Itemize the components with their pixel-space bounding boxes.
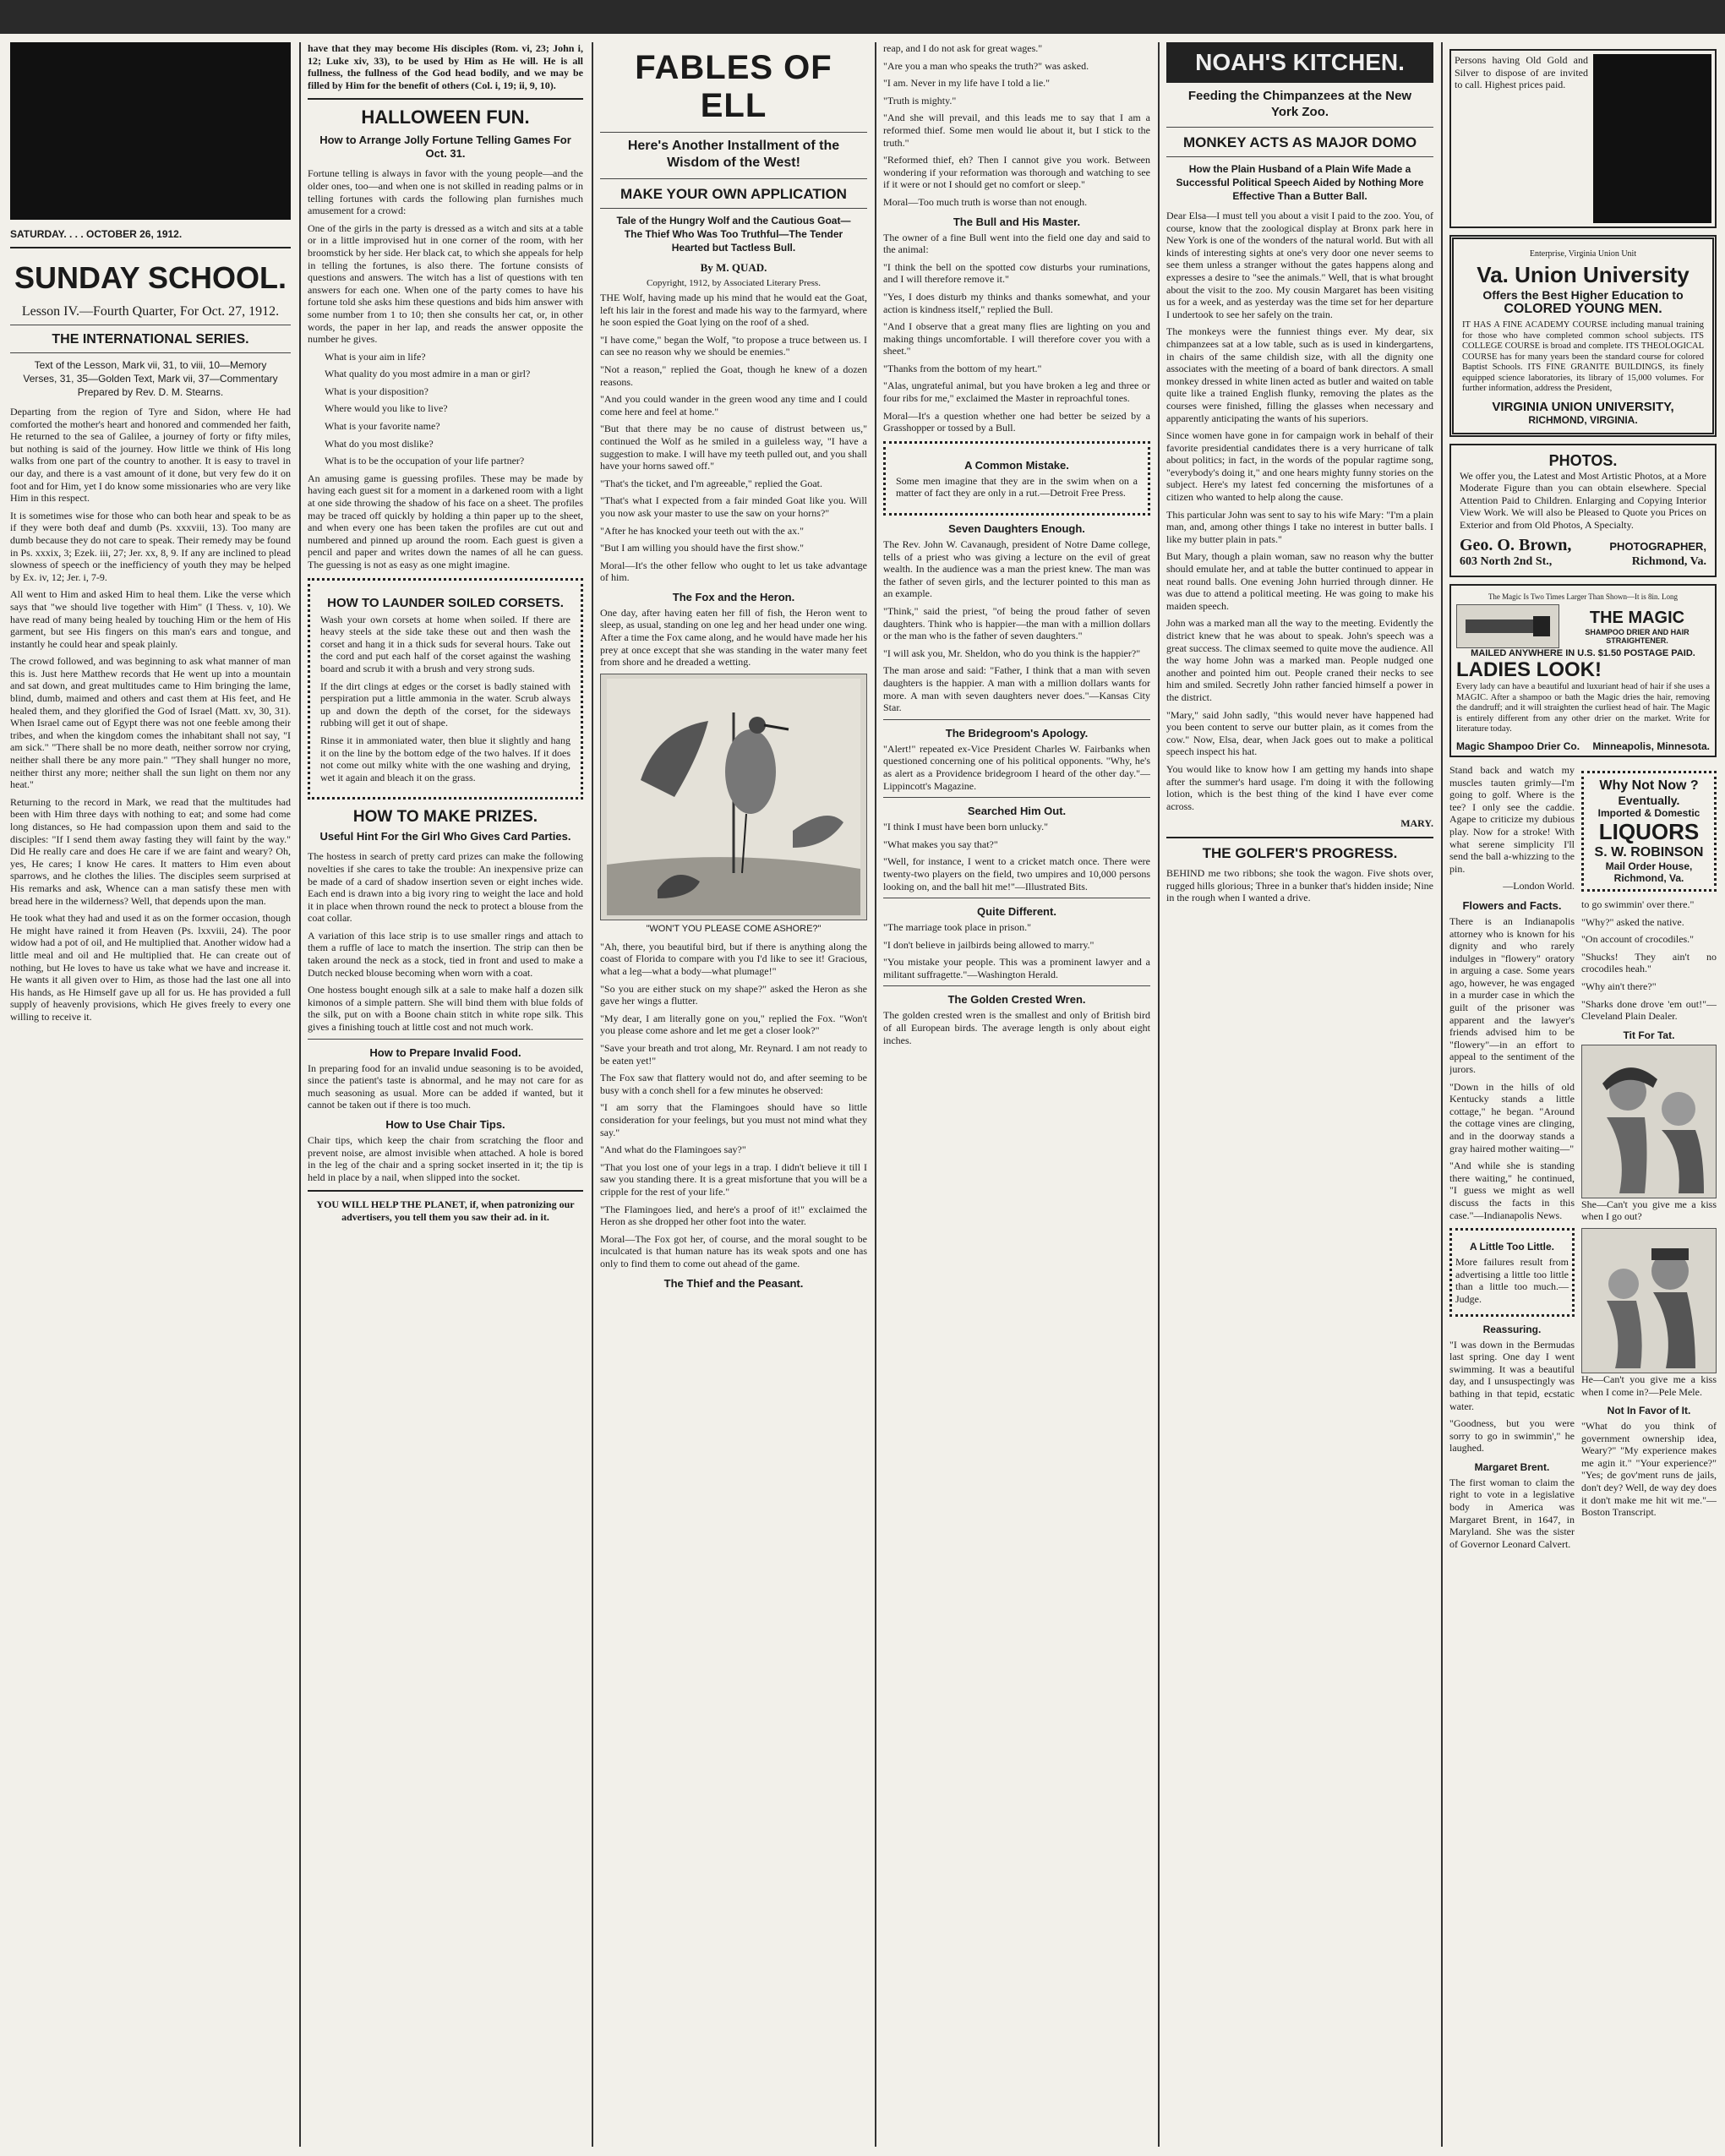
divider <box>1166 127 1433 128</box>
column-halloween <box>308 42 583 2147</box>
common-mistake-box <box>883 441 1150 516</box>
paragraph: The hostess in search of pretty card prizes can make the following novelties if she cares to take the trouble: An inexpensive prize can be made of a card of shadow insertion seven or eight inches wide. Each end is drawn into a big ivory ring to weight the lace and hold it in place when thrown round the neck to protect a blouse from the coat collar. <box>308 850 583 925</box>
column-advertisements <box>1449 42 1717 2147</box>
paragraph: "And what do the Flamingoes say?" <box>600 1143 746 1156</box>
column-fables <box>600 42 867 2147</box>
ad-offer: Offers the Best Higher Education to <box>1482 288 1684 302</box>
lesson-line: Lesson IV.—Fourth Quarter, For Oct. 27, 1912. <box>21 304 280 319</box>
paragraph: This particular John was sent to say to his wife Mary: "I'm a plain man, and, among other things I take no interest in butter balls. I like my butter plain in pats." <box>1166 508 1433 545</box>
paragraph: The owner of a fine Bull went into the field one day and said to the animal: <box>883 231 1150 256</box>
paragraph: "And while she is standing there waiting," he continued, "I guess we might as well discuss the facts in this case."—Indianapolis News. <box>1449 1160 1575 1221</box>
bridegroom-heading: The Bridegroom's Apology. <box>945 726 1089 740</box>
ad-city: Minneapolis, Minnesota. <box>1592 740 1710 752</box>
column-rule <box>1441 42 1443 2147</box>
cartoon-woman-icon <box>1586 1050 1712 1193</box>
paragraph: "Mary," said John sadly, "this would never have happened had you been content to serve our butter plain, as it comes from the cow." Now, Elsa, dear, when Jack goes out to make a political speech inspect his hat. <box>1166 708 1433 758</box>
divider <box>308 1039 583 1040</box>
paragraph: It is sometimes wise for those who can both hear and speak to be as if they were both deaf and dumb (Ps. xxxviii, 13). Too many are dumb because they do not care to speak. Their remedy may be found in Ps. xxxix, 3; Ezek. iii, 27; Jer. xx, 8, 9. If any are inclined to plead slowness of speech or the inefficiency of youth they may be helped by Ex. iv, 12; Jer. i, 7-9. <box>10 509 291 583</box>
deck: How to Arrange Jolly Fortune Telling Games For Oct. 31. <box>319 134 571 161</box>
footer-notice: YOU WILL HELP THE PLANET, if, when patronizing our advertisers, you tell them you saw their ad. in it. <box>316 1198 575 1223</box>
fox-heading: The Fox and the Heron. <box>672 590 795 603</box>
paragraph: The Rev. John W. Cavanaugh, president of Notre Dame college, tells of a priest who was giving a lecture on the evil of great wealth. In the audience was a man the priest knew. The man was the father of seven girls, and the lecturer pointed to this man as an example. <box>883 538 1150 600</box>
divider <box>1166 837 1433 838</box>
paragraph: "But I am willing you should have the first show." <box>600 542 804 554</box>
little-too-little-box <box>1449 1228 1575 1316</box>
photographer-role: PHOTOGRAPHER, <box>1609 540 1706 554</box>
paragraph: John was a marked man all the way to the meeting. Evidently the district knew that he was about to speak. John's speech was a great success. The climax seemed to quite move the audience. All the way home John was a marked man. People nudged one another and pointed him out. People craned their necks to see him and smiled. Secretly John rather fancied himself a power in the district. <box>1166 617 1433 703</box>
paragraph: "I will ask you, Mr. Sheldon, who do you think is the happier?" <box>883 647 1141 659</box>
paragraph: "Alert!" repeated ex-Vice President Charles W. Fairbanks when questioned concerning one of his political opponents. "Why, he's as alert as a Providence bridegroom I heard of the other day."—Lippincott's Magazine. <box>883 742 1150 792</box>
paragraph: The man arose and said: "Father, I think that a man with seven daughters is the happier. A man with a million dollars wants for more. A man with seven daughters never does."—Kansas City Star. <box>883 664 1150 714</box>
photographer-city: Richmond, Va. <box>1631 555 1706 569</box>
headline-kitchen: NOAH'S KITCHEN. <box>1195 49 1405 75</box>
paragraph: Some men imagine that they are in the swim when on a matter of fact they are only in a rut.—Detroit Free Press. <box>896 474 1138 499</box>
ad-why: Why Not Now ? <box>1599 778 1699 793</box>
deck: How the Plain Husband of a Plain Wife Made a Successful Political Speech Aided by Nothing More Effective Than a Butter Ball. <box>1176 163 1424 202</box>
paragraph: One hostess bought enough silk at a sale to make half a dozen silk kimonos of a simple pattern. She will bind them with blue folds of the silk, put on with a Boone chain stitch in white rope silk. This gives a finishing touch at little cost and not much work. <box>308 984 583 1034</box>
paragraph: "Well, for instance, I went to a cricket match once. There were twenty-two players on the field, two umpires and 10,000 persons looking on, and the ball hit me!"—Illustrated Bits. <box>883 855 1150 892</box>
paragraph: "Ah, there, you beautiful bird, but if there is anything along the coast of Florida to compare with you I'd like to see it! Gracious, what a leg—what a body—what plumage!" <box>600 940 867 978</box>
copyright: Copyright, 1912, by Associated Literary Press. <box>647 278 821 288</box>
paragraph: "The marriage took place in prison." <box>883 921 1032 934</box>
paragraph: The golden crested wren is the smallest and only of British bird of all European birds. The average length is only about eight inches. <box>883 1009 1150 1046</box>
paragraph: Moral—It's a question whether one had better be seized by a Grasshopper or tossed by a Bull. <box>883 409 1150 434</box>
paragraph: reap, and I do not ask for great wages." <box>883 42 1043 54</box>
tale-deck: Tale of the Hungry Wolf and the Cautious Goat—The Thief Who Was Too Truthful—The Tender Hearted but Tactless Bull. <box>616 215 851 254</box>
illustration-caption: "WON'T YOU PLEASE COME ASHORE?" <box>646 923 822 934</box>
paragraph: "What makes you say that?" <box>883 838 998 850</box>
paragraph: Fortune telling is always in favor with the young people—and the older ones, too—and when one is not skilled in reading palms or in telling fortunes with cards the following plan furnishes much amusement for a crowd: <box>308 167 583 217</box>
ad-company: Magic Shampoo Drier Co. <box>1456 740 1580 752</box>
headline-banner <box>1166 42 1433 83</box>
paragraph: One of the girls in the party is dressed as a witch and sits at a table or in a little improvised hut in one corner of the room, with her broomstick by her side. Her black cat, to which she appeals for help in telling the fortunes, is also there. The fortune consists of questions and answers. The witch has a list of questions with ten answers for each one. When one of the party comes to have his fortune told she asks him these questions and bids him answer with some number from 1 to 10; then she consults her cat, or, in other words, the paper in her lap, and reads the answer opposite the number he gives. <box>308 221 583 346</box>
paragraph: "Save your breath and trot along, Mr. Reynard. I am not ready to be eaten yet!" <box>600 1042 867 1067</box>
favor-heading: Not In Favor of It. <box>1607 1405 1691 1417</box>
chair-heading: How to Use Chair Tips. <box>385 1118 505 1131</box>
paragraph: "Yes, I does disturb my thinks and thanks somewhat, and your action is kindness itself," replied the Bull. <box>883 290 1150 315</box>
column-rule <box>1158 42 1160 2147</box>
paragraph: to go swimmin' over there." <box>1581 898 1695 910</box>
mistake-heading: A Common Mistake. <box>964 458 1069 472</box>
left-subcolumn <box>1449 764 1575 1555</box>
ad-body: IT HAS A FINE ACADEMY COURSE including manual training for those who have completed common school subjects. ITS COLLEGE COURSE is broad and complete. ITS THEOLOGICAL COURSE has for many years been the standard course for colored Baptist Schools. ITS FINE GRANITE BUILDINGS, its finely equipped science laboratories, its library of 15,000 volumes. For further information, address the President, <box>1462 320 1704 393</box>
paragraph: "Goodness, but you were sorry to go in swimmin'," he laughed. <box>1449 1417 1575 1455</box>
ad-text: Persons having Old Gold and Silver to dispose of are invited to call. Highest prices paid. <box>1455 54 1588 91</box>
paragraph: "On account of crocodiles." <box>1581 933 1695 946</box>
question: What is your disposition? <box>325 385 429 397</box>
poem-source: —London World. <box>1503 880 1575 892</box>
paragraph: More failures result from advertising a little too little than a little too much.—Judge. <box>1455 1256 1569 1305</box>
ad-subtitle: SHAMPOO DRIER AND HAIR STRAIGHTENER. <box>1585 627 1690 645</box>
paragraph: All went to Him and asked Him to heal them. Like the verse which says that "we should live together with Him" (I Thess. v, 10). We have read of many being healed by touching Him or the hem of His garment, but see His fingers on this man's ears and tongue, and instantly he could hear and speak plainly. <box>10 588 291 650</box>
paragraph: "I have come," began the Wolf, "to propose a truce between us. I can see no reason why we should be enemies." <box>600 333 867 358</box>
deck: Feeding the Chimpanzees at the New York Zoo. <box>1187 89 1412 119</box>
photographer-address: 603 North 2nd St., <box>1460 555 1553 569</box>
byline: By M. QUAD. <box>700 261 767 274</box>
paragraph: "After he has knocked your teeth out with the ax." <box>600 524 805 537</box>
paragraph: "Not a reason," replied the Goat, though he knew of a dozen reasons. <box>600 363 867 388</box>
ad-city: Richmond, Va. <box>1613 871 1684 884</box>
paragraph: have that they may become His disciples (Rom. vi, 23; John i, 12; Luke xiv, 33), to be used by Him as He will. He is all fullness, the fullness of the God head bodily, and we may be filled by Him for the benefit of others (Col. i, 19; ii, 9, 10). <box>308 42 583 91</box>
paragraph: "Sharks done drove 'em out!"—Cleveland Plain Dealer. <box>1581 997 1717 1023</box>
paragraph: "And you could wander in the green wood any time and I could come here and feel at home." <box>600 393 867 418</box>
paragraph: "I think the bell on the spotted cow disturbs your ruminations, and I will therefore remove it." <box>883 260 1150 286</box>
paragraph: Chair tips, which keep the chair from scratching the floor and prevent noise, are almost invisible when attached. A hole is bored in the leg of the chair and a spring socket inserted in it; the tip is held in place by a nail, when slipped into the socket. <box>308 1134 583 1183</box>
ad-name: VIRGINIA UNION UNIVERSITY, <box>1492 399 1674 414</box>
paragraph: "And I observe that a great many flies are lighting on you and making things uncomfortable. I will therefore cover you with a sheet." <box>883 320 1150 358</box>
divider <box>308 1190 583 1192</box>
bull-heading: The Bull and His Master. <box>953 215 1081 228</box>
right-subcolumn <box>1581 764 1717 1555</box>
headline-sunday-school: SUNDAY SCHOOL. <box>14 260 287 295</box>
paragraph: "I think I must have been born unlucky." <box>883 821 1048 833</box>
searched-heading: Searched Him Out. <box>967 805 1067 818</box>
paragraph: "But that there may be no cause of distrust between us," continued the Wolf as he smiled in a guileless way, "I have a suggestion to make. I will have my teeth pulled out, and you shall have your horns sawed off." <box>600 423 867 472</box>
ad-ladies: LADIES LOOK! <box>1456 658 1602 682</box>
paragraph: "That you lost one of your legs in a trap. I didn't believe it till I saw you standing there. It is a great misfortune that you will be a cripple for the rest of your life." <box>600 1160 867 1198</box>
paragraph: Wash your own corsets at home when soiled. If there are heavy steels at the side take these out and then wash the corset and hang it in a thick suds for several hours. Take out the cord and put each half of the corset against the washing board and scrub it with a brush and very strong suds. <box>320 613 570 674</box>
paragraph: "I am sorry that the Flamingoes should have so little consideration for your feelings, but you must not mind what they say." <box>600 1101 867 1138</box>
divider <box>1166 156 1433 157</box>
divider <box>883 985 1150 986</box>
paragraph: "That's the ticket, and I'm agreeable," replied the Goat. <box>600 477 823 489</box>
paragraph: She—Can't you give me a kiss when I go out? <box>1581 1198 1717 1223</box>
paragraph: "Why?" asked the native. <box>1581 915 1684 928</box>
column-sunday-school <box>10 42 291 2147</box>
paragraph: "I am. Never in my life have I told a lie." <box>883 77 1051 90</box>
ad-body: We offer you, the Latest and Most Artistic Photos, at a More Moderate Figure than you can obtain elsewhere. Special Attention Paid to Children. Enlarging and Copying Interior View Work. We will also be Pleased to Quote you Prices on Exterior and from Old Photos, A Specialty. <box>1460 469 1706 531</box>
thief-heading: The Thief and the Peasant. <box>663 1276 804 1290</box>
paragraph: You would like to know how I am getting my hands into shape after the summer's hard usage. I'm doing it with the following lotion, which is the best thing of the kind I have ever come across. <box>1166 762 1433 812</box>
deck: Here's Another Installment of the Wisdom of the West! <box>627 139 840 170</box>
divider <box>600 208 867 209</box>
paragraph: "That's what I expected from a fair minded Goat like you. Will you now ask your master to use the saw on your horns?" <box>600 494 867 519</box>
ad-eventually: Eventually. <box>1618 793 1680 807</box>
paragraph: The crowd followed, and was beginning to ask what manner of man this is. Just here Matthew records that He went up into a mountain and sat down, and great multitudes came to Him bringing the lame, blind, dumb, maimed and others and cast them at His feet, and He healed them, and they glorified the God of Israel (Matt. xv, 30, 31). When Israel came out of Egypt there was not one feeble among their tribes, and when the kingdom comes the inhabitant shall not say, "I am sick." "There shall be no more death, neither sorrow nor crying, neither shall there be any more pain." "They shall hunger no more, neither thirst any more; neither shall the sun light on them nor any heat." <box>10 655 291 791</box>
magic-shampoo-ad <box>1449 584 1717 757</box>
paragraph: THE Wolf, having made up his mind that he would eat the Goat, left his lair in the forest and made his way to the farmyard, where he soon espied the Goat lying on the roof of a shed. <box>600 292 867 329</box>
cartoon-man-icon <box>1586 1233 1712 1368</box>
paragraph: Rinse it in ammoniated water, then blue it slightly and hang it on the line by the bottom edge of the two halves. If it does not come out milky white with the one washing and drying, wet it again and bleach it on the grass. <box>320 734 570 783</box>
deck: Useful Hint For the Girl Who Gives Card Parties. <box>319 830 571 843</box>
divider <box>10 352 291 353</box>
question: What is your aim in life? <box>325 350 426 363</box>
ad-name: S. W. ROBINSON <box>1594 844 1704 860</box>
headline-prizes: HOW TO MAKE PRIZES. <box>352 808 538 827</box>
paragraph: Since women have gone in for campaign work in behalf of their favorite presidential candidates there is a very hurricane of talk about politics; in fact, in the words of the popular ragtime song, "everybody's doing it," and one hears mighty funny stories on the subject. Here's my latest fed concerning the misfortunes of a citizen who wanted to help along the cause. <box>1166 429 1433 504</box>
seven-heading: Seven Daughters Enough. <box>948 522 1085 536</box>
wren-heading: The Golden Crested Wren. <box>947 993 1086 1007</box>
ad-audience: COLORED YOUNG MEN. <box>1504 302 1662 316</box>
paragraph: "Are you a man who speaks the truth?" was asked. <box>883 59 1089 72</box>
gold-silver-ad <box>1449 49 1717 228</box>
paragraph: A variation of this lace strip is to use smaller rings and attach to them a ruffle of lace to match the insertion. The strip can then be taken around the neck as a stock, tied in front and used to make a Dutch necked blouse becoming when worn with a coat. <box>308 929 583 979</box>
headline-golfer: THE GOLFER'S PROGRESS. <box>1202 844 1398 861</box>
question: What is your favorite name? <box>325 420 440 433</box>
ad-title: Va. Union University <box>1477 262 1690 287</box>
photographer-name: Geo. O. Brown, <box>1460 536 1572 555</box>
ad-small-line: Enterprise, Virginia Union Unit <box>1529 249 1637 259</box>
paragraph: "Alas, ungrateful animal, but you have broken a leg and three or four ribs for me," exclaimed the Master in reproachful tones. <box>883 379 1150 405</box>
paragraph: "Reformed thief, eh? Then I cannot give you work. Between wondering if your reformation was thorough and watching to see if it were or not I should get no comfort or sleep." <box>883 154 1150 191</box>
column-zoo <box>1166 42 1433 2147</box>
paragraph: "Down in the hills of old Kentucky stands a little cottage," he began. "Around the cottage vines are clinging, and in the doorway stands a gray haired mother waiting—" <box>1449 1080 1575 1154</box>
divider <box>883 719 1150 720</box>
little-heading: A Little Too Little. <box>1470 1241 1554 1253</box>
question: What quality do you most admire in a man or girl? <box>325 368 531 380</box>
paragraph: In preparing food for an invalid undue seasoning is to be avoided, since the patient's taste is abnormal, and he may not care for as much seasoning as usual. More can be added if wanted, but it cannot be taken out if there is too much. <box>308 1062 583 1111</box>
series-heading: THE INTERNATIONAL SERIES. <box>52 332 249 347</box>
question: Where would you like to live? <box>325 402 448 415</box>
paragraph: Departing from the region of Tyre and Sidon, where He had comforted the mother's heart and honored and commended her faith, He returned to the sea of Galilee, a journey of forty or fifty miles, but nothing is said of the journey. How little we think of His long walks from one part of the country to another. It is easy to travel in our day, and there is a vast amount of it done, but very few do it on foot and for Him, yet I do know some missionaries who are very like Him in this respect. <box>10 406 291 505</box>
column-rule <box>592 42 593 2147</box>
ad-mail: Mail Order House, <box>1605 860 1693 872</box>
ad-title: PHOTOS. <box>1548 451 1618 469</box>
masthead-logo-blackout <box>10 42 291 220</box>
question: What do you most dislike? <box>325 437 434 450</box>
paragraph: "Think," said the priest, "of being the proud father of seven daughters. Think who is happier—the man with a million dollars or the man who is the father of seven daughters." <box>883 605 1150 642</box>
divider <box>308 98 583 100</box>
paragraph: "Thanks from the bottom of my heart." <box>883 362 1042 374</box>
reassuring-heading: Reassuring. <box>1482 1323 1542 1335</box>
ad-small-line: The Magic Is Two Times Larger Than Shown—It is 8in. Long <box>1488 592 1679 602</box>
paragraph: One day, after having eaten her fill of fish, the Heron went to sleep, as usual, standing on one leg and her head under one wing. After a time the Fox came along, and he would have made her his prey at once except that she was standing in the water many feet from shore and he dreaded a wetting. <box>600 606 867 669</box>
virginia-union-ad <box>1449 235 1717 437</box>
paragraph: An amusing game is guessing profiles. These may be made by having each guest sit for a moment in a darkened room with a light at one side throwing the shadow of his face on a sheet. The profiles may be traced off quickly by holding a thin paper up to the sheet, and when every one has been taken the profiles are cut out and numbered and pinned up around the room. Each guest is given a pencil and paper and writes down the names of all he can guess. The guessing is not as easy as one might imagine. <box>308 472 583 570</box>
divider <box>883 797 1150 798</box>
ad-imported: Imported & Domestic <box>1597 806 1700 819</box>
poem: Stand back and watch my muscles tauten grimly—I'm going to golf. Where is the tee? I only see the caddie. Agape to criticize my dubious play. Now for a stroke! With what serene simplicity I'll send the ball a-whizzing to the pin. <box>1449 763 1575 875</box>
headline-halloween: HALLOWEEN FUN. <box>361 106 530 128</box>
lesson-text-note: Text of the Lesson, Mark vii, 31, to viii, 10—Memory Verses, 31, 35—Golden Text, Mark vii, 37—Commentary Prepared by Rev. D. M. Stearns. <box>23 359 278 398</box>
paragraph: "I don't believe in jailbirds being allowed to marry." <box>883 938 1095 951</box>
ad-title: THE MAGIC <box>1589 608 1685 627</box>
paragraph: He took what they had and used it as on the former occasion, though He might have rained it from Heaven (Ps. lxxviii, 24). The poor widow had a pot of oil, and He multiplied that. Another widow had a little meal and oil and He multiplied that. He can create out of nothing, but He loves to have us take what we have and increase it. He wants it all given over to Him, as those had the last one all into His hands, as He Himself gave up all for us. He has provided a full supply of heavenly provisions, which He gives freely to every one willing to receive it. <box>10 912 291 1023</box>
launder-heading: HOW TO LAUNDER SOILED CORSETS. <box>327 595 564 610</box>
subhead: MONKEY ACTS AS MAJOR DOMO <box>1182 134 1417 150</box>
liquors-ad <box>1581 771 1717 892</box>
signature: MARY. <box>1400 817 1433 830</box>
paragraph: Moral—It's the other fellow who ought to let us take advantage of him. <box>600 559 867 584</box>
quite-different-heading: Quite Different. <box>977 905 1056 919</box>
poem: BEHIND me two ribbons; she took the wagon. Five shots over, rugged hills glorious; Three in a bunker that's hidden inside; Nine in the rough when I wanted a drive. <box>1166 866 1433 904</box>
divider <box>10 247 291 248</box>
divider <box>600 178 867 179</box>
paragraph: "I was down in the Bermudas last spring. One day I went swimming. It was a beautiful day, and I unsuspectingly was bathing in that tepid, ecstatic water. <box>1449 1338 1575 1412</box>
masthead-strip <box>0 0 1725 34</box>
heron-illustration-icon <box>607 679 860 915</box>
paragraph: "So you are either stuck on my shape?" asked the Heron as she gave her wings a flutter. <box>600 982 867 1007</box>
paragraph: "And she will prevail, and this leads me to say that I am a reformed thief. Some men would lie about it, but I stick to the truth." <box>883 112 1150 149</box>
flowers-heading: Flowers and Facts. <box>1462 898 1562 912</box>
paragraph: Moral—The Fox got her, of course, and the moral sought to be inculcated is that human nature has its weak spots and one has only to find them to come out ahead of the game. <box>600 1232 867 1269</box>
paragraph: If the dirt clings at edges or the corset is badly stained with perspiration put a little ammonia in the water. Scrub always up and down the depth of the corset, for the sideways rubbing will get it out of shape. <box>320 680 570 729</box>
invalid-heading: How to Prepare Invalid Food. <box>369 1045 521 1059</box>
paragraph: Moral—Too much truth is worse than not enough. <box>883 195 1088 208</box>
paragraph: The monkeys were the funniest things ever. My dear, six chimpanzees sat at a low table, such as is used in kindergartens, in chairs of the same childish size, with all the dignity one associates with the meeting of a board of bank directors. A small monkey dressed in white linen acted as butler and waited on table quite like a trained English flunky, removing the plates as the courses were finished, filling the glasses when necessary and apparently anticipating the wants of his superiors. <box>1166 325 1433 424</box>
headline-fables: FABLES OF ELL <box>635 49 832 124</box>
paragraph: "Truth is mighty." <box>883 94 957 106</box>
paragraph: Returning to the record in Mark, we read that the multitudes had been with Him three days with nothing to eat; and some had come long distances, so He had compassion upon them and said to the disciples: "If I send them away fasting they will faint by the way." Did He really care and does He care if we are faint and weary? Oh, yes, He cares; I know He cares. It matters to Him even about sparrows, and he clothes the lilies. The disciples seem surprised at His remarks and ask, Whence can a man satisfy these men with bread here in the wilderness? Well, that depends upon the man. <box>10 795 291 907</box>
paragraph: There is an Indianapolis attorney who is known for his dignity and who rarely indulges in "flowery" oratory in arguing a case. Some years ago, however, he was engaged in a murder case in which the guilt of the prisoner was apparent and the lawyer's friends advised him to be "flowery"—in an effort to appeal to the sentiment of the jurors. <box>1449 914 1575 1076</box>
cartoon-couple-two <box>1581 1228 1717 1373</box>
column-rule <box>875 42 876 2147</box>
paragraph: The first woman to claim the right to vote in a legislative body in America was Margaret Brent, in 1647, in Maryland. She was the sister of Governor Leonard Calvert. <box>1449 1476 1575 1550</box>
dateline: SATURDAY. . . . OCTOBER 26, 1912. <box>10 228 183 240</box>
heron-fox-illustration <box>600 674 867 920</box>
launder-corsets-box <box>308 578 583 800</box>
hair-drier-icon <box>1456 604 1559 648</box>
tit-heading: Tit For Tat. <box>1623 1029 1675 1041</box>
paragraph: "The Flamingoes lied, and here's a proof of it!" exclaimed the Heron as she dropped her other foot into the water. <box>600 1203 867 1228</box>
paragraph: "My dear, I am literally gone on you," replied the Fox. "Won't you please come ashore and let me get a closer look?" <box>600 1012 867 1037</box>
column-fables-continued <box>883 42 1150 2147</box>
paragraph: The Fox saw that flattery would not do, and after seeming to be busy with a conch shell for a few minutes he observed: <box>600 1072 867 1096</box>
paragraph: "You mistake your people. This was a prominent lawyer and a militant suffragette."—Washington Herald. <box>883 956 1150 980</box>
paragraph: He—Can't you give me a kiss when I come in?—Pele Mele. <box>1581 1373 1717 1398</box>
paragraph: "Shucks! They ain't no crocodiles heah." <box>1581 950 1717 975</box>
ad-body: Every lady can have a beautiful and luxuriant head of hair if she uses a MAGIC. After a shampoo or bath the Magic dries the hair, removing the dandruff; and it will straighten the curliest head of hair. The Magic is entirely different from any other drier on the market. Write for literature today. <box>1456 682 1710 734</box>
ad-mailed: MAILED ANYWHERE IN U.S. $1.50 POSTAGE PAID. <box>1471 648 1695 659</box>
paragraph: But Mary, though a plain woman, saw no reason why the butter should emulate her, and at table the butter continued to appear in neat round balls. One evening John hurried through dinner. He was due to attend a political meeting. He was going to make his maiden speech. <box>1166 550 1433 612</box>
subhead: MAKE YOUR OWN APPLICATION <box>620 186 847 202</box>
margaret-heading: Margaret Brent. <box>1474 1460 1550 1473</box>
divider <box>600 132 867 133</box>
paragraph: "What do you think of government ownership idea, Weary?" "My experience makes me agin it." "Your experience?" "Yes; de gov'ment runs de jails, don't dey? Well, de way dey does it don't make me hit wit me."—Boston Transcript. <box>1581 1420 1717 1519</box>
ad-liquors: LIQUORS <box>1598 818 1700 844</box>
photos-ad <box>1449 444 1717 578</box>
ad-city: RICHMOND, VIRGINIA. <box>1528 413 1638 426</box>
column-rule <box>299 42 301 2147</box>
blacked-out-ad-image <box>1593 54 1711 223</box>
cartoon-couple-one <box>1581 1045 1717 1198</box>
paragraph: "Why ain't there?" <box>1581 980 1657 992</box>
paragraph: Dear Elsa—I must tell you about a visit I paid to the zoo. You, of course, know that the zoological display at Bronx park here in New York is one of the wonders of the natural world. But with all kinds of interesting sights at one's very door one never seems to see them unless a stranger without the gates happens along and expresses a desire to "see the animals." Well, that is what brought about the visit to the zoo. My cousin Margaret has been visiting us for a week, and as yesterday was the time set for her departure I undertook to see her safely on the train. <box>1166 210 1433 320</box>
question: What is to be the occupation of your life partner? <box>325 455 525 467</box>
